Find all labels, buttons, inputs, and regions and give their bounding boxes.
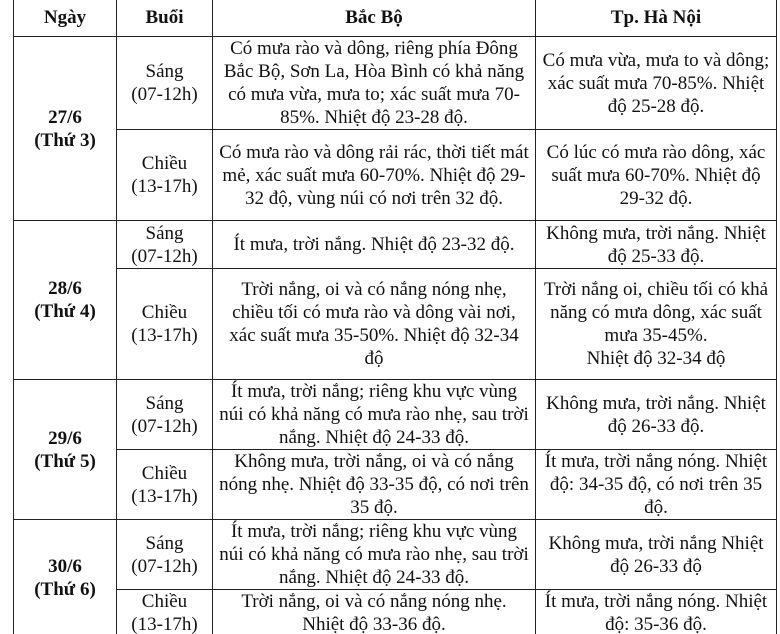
bac-bo-forecast: Có mưa rào và dông rải rác, thời tiết mát mẻ, xác suất mưa 60-70%. Nhiệt độ 29-32 độ, vùng núi có nơi trên 32 độ.: [213, 130, 536, 221]
session-cell: [117, 269, 213, 380]
day-cell: [14, 520, 117, 634]
bac-bo-forecast: Trời nắng, oi và có nắng nóng nhẹ, chiều tối có mưa rào và dông vài nơi, xác suất mưa 35-50%. Nhiệt độ 32-34 độ: [213, 269, 536, 380]
header-session: Buổi: [117, 0, 213, 37]
ha-noi-forecast: Có mưa vừa, mưa to và dông; xác suất mưa 70-85%. Nhiệt độ 25-28 độ.: [536, 37, 777, 130]
session-name: Chiều: [141, 591, 188, 612]
session-cell: [117, 130, 213, 221]
table-row: [14, 520, 777, 590]
table-row: [14, 37, 777, 130]
session-name: Sáng: [145, 392, 184, 414]
header-row: [14, 0, 777, 37]
session-name: Sáng: [145, 532, 184, 554]
ha-noi-forecast: Không mưa, trời nắng. Nhiệt độ 26-33 độ.: [536, 380, 777, 450]
session-hours: (07-12h): [131, 415, 198, 437]
table-row: [14, 380, 777, 450]
day-cell: [14, 380, 117, 520]
table-row: [14, 269, 777, 380]
table-row: [14, 130, 777, 221]
day-weekday: (Thứ 3): [34, 129, 96, 151]
session-cell: [117, 520, 213, 590]
ha-noi-forecast: [536, 269, 777, 380]
day-weekday: (Thứ 6): [34, 579, 96, 600]
bac-bo-forecast: Có mưa rào và dông, riêng phía Đông Bắc Bộ, Sơn La, Hòa Bình có khả năng có mưa vừa, mưa to; xác suất mưa 70-85%. Nhiệt độ 23-28 độ.: [213, 37, 536, 130]
day-date: 30/6: [48, 556, 82, 577]
session-cell: [117, 380, 213, 450]
session-name: Chiều: [141, 153, 188, 174]
day-date: 27/6: [48, 106, 82, 128]
bac-bo-forecast: Ít mưa, trời nắng. Nhiệt độ 23-32 độ.: [213, 221, 536, 269]
day-date: 28/6: [48, 278, 82, 299]
header-day: Ngày: [14, 0, 117, 37]
session-hours: (07-12h): [131, 84, 198, 105]
table-row: [14, 221, 777, 269]
session-hours: (13-17h): [131, 614, 198, 634]
session-name: Chiều: [141, 462, 188, 484]
table-row: [14, 590, 777, 634]
session-hours: (07-12h): [131, 245, 198, 267]
bac-bo-forecast: Không mưa, trời nắng, oi và có nắng nóng nhẹ. Nhiệt độ 33-35 độ, có nơi trên 35 độ.: [213, 450, 536, 520]
session-name: Sáng: [145, 61, 184, 82]
session-cell: [117, 37, 213, 130]
ha-noi-forecast-temp: Nhiệt độ 32-34 độ: [586, 348, 726, 369]
session-cell: [117, 221, 213, 269]
ha-noi-forecast: Ít mưa, trời nắng nóng. Nhiệt độ: 34-35 độ, có nơi trên 35 độ.: [536, 450, 777, 520]
ha-noi-forecast: Không mưa, trời nắng. Nhiệt độ 25-33 độ.: [536, 221, 777, 269]
bac-bo-forecast: Trời nắng, oi và có nắng nóng nhẹ. Nhiệt độ 33-36 độ.: [213, 590, 536, 634]
session-name: Sáng: [145, 222, 184, 244]
session-hours: (13-17h): [131, 176, 198, 197]
session-cell: [117, 590, 213, 634]
header-ha-noi: Tp. Hà Nội: [536, 0, 777, 37]
session-hours: (13-17h): [131, 325, 198, 346]
day-cell: [14, 37, 117, 221]
table-row: [14, 450, 777, 520]
day-cell: [14, 221, 117, 380]
day-date: 29/6: [48, 427, 82, 449]
ha-noi-forecast: Ít mưa, trời nắng nóng. Nhiệt độ: 35-36 độ.: [536, 590, 777, 634]
day-weekday: (Thứ 4): [34, 301, 96, 322]
day-weekday: (Thứ 5): [34, 450, 96, 472]
session-cell: [117, 450, 213, 520]
header-bac-bo: Bắc Bộ: [213, 0, 536, 37]
ha-noi-forecast: Có lúc có mưa rào dông, xác suất mưa 60-70%. Nhiệt độ 29-32 độ.: [536, 130, 777, 221]
session-name: Chiều: [141, 302, 188, 323]
bac-bo-forecast: Ít mưa, trời nắng; riêng khu vực vùng núi có khả năng có mưa rào nhẹ, sau trời nắng. Nhiệt độ 24-33 độ.: [213, 380, 536, 450]
session-hours: (13-17h): [131, 485, 198, 507]
bac-bo-forecast: Ít mưa, trời nắng; riêng khu vực vùng núi có khả năng có mưa rào nhẹ, sau trời nắng. Nhiệt độ 24-33 độ.: [213, 520, 536, 590]
session-hours: (07-12h): [131, 555, 198, 577]
weather-forecast-table: [13, 0, 777, 634]
ha-noi-forecast-text: Trời nắng oi, chiều tối có khả năng có mưa dông, xác suất mưa 35-45%.: [543, 279, 769, 346]
ha-noi-forecast: Không mưa, trời nắng Nhiệt độ 26-33 độ: [536, 520, 777, 590]
